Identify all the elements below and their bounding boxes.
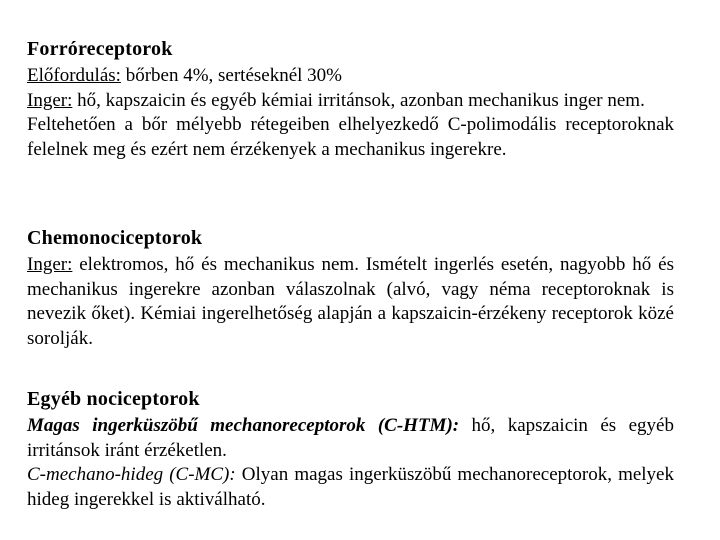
c-htm-text: hő, kapszaicin és egyéb irritánsok iránt érzéketlen.: [27, 415, 674, 461]
section-chemonociceptorok: [27, 227, 674, 351]
c-mc-text: Olyan magas ingerküszöbű mechanoreceptorok, melyek hideg ingerekkel is aktiválható.: [27, 464, 674, 510]
occurrence-text: bőrben 4%, sertéseknél 30%: [120, 65, 343, 86]
description-paragraph: Feltehetően a bőr mélyebb rétegeiben elhelyezkedő C-polimodális receptoroknak felelnek meg és ezért nem érzékenyek a mechanikus ingerekre.: [27, 114, 674, 160]
stimulus-label: Inger:: [27, 254, 73, 275]
occurrence-paragraph: [27, 64, 674, 89]
stimulus-text: hő, kapszaicin és egyéb kémiai irritánsok, azonban mechanikus inger nem.: [72, 89, 645, 111]
stimulus-label: Inger:: [27, 89, 73, 111]
c-htm-label: Magas ingerküszöbű mechanoreceptorok (C-HTM):: [27, 415, 460, 436]
stimulus-text: elektromos, hő és mechanikus nem. Ismételt ingerlés esetén, nagyobb hő és mechanikus ingerekre azonban válaszolnak (alvó, vagy néma receptoroknak is nevezik őket). Kémiai ingerelhetőség alapján a kapszaicin-érzékeny receptorok közé sorolják.: [27, 254, 674, 349]
c-mc-paragraph: [27, 463, 674, 512]
section-title: Chemonociceptorok: [27, 227, 203, 249]
c-mc-label: C-mechano-hideg (C-MC):: [27, 464, 236, 485]
c-htm-paragraph: [27, 414, 674, 463]
stimulus-paragraph: [27, 89, 674, 114]
section-egyeb-nociceptorok: [27, 388, 674, 512]
occurrence-label: Előfordulás:: [27, 65, 121, 86]
section-title: Forróreceptorok: [27, 38, 173, 60]
stimulus-paragraph: [27, 253, 674, 351]
section-forroreceptorok: [27, 38, 674, 162]
section-title: Egyéb nociceptorok: [27, 388, 200, 410]
